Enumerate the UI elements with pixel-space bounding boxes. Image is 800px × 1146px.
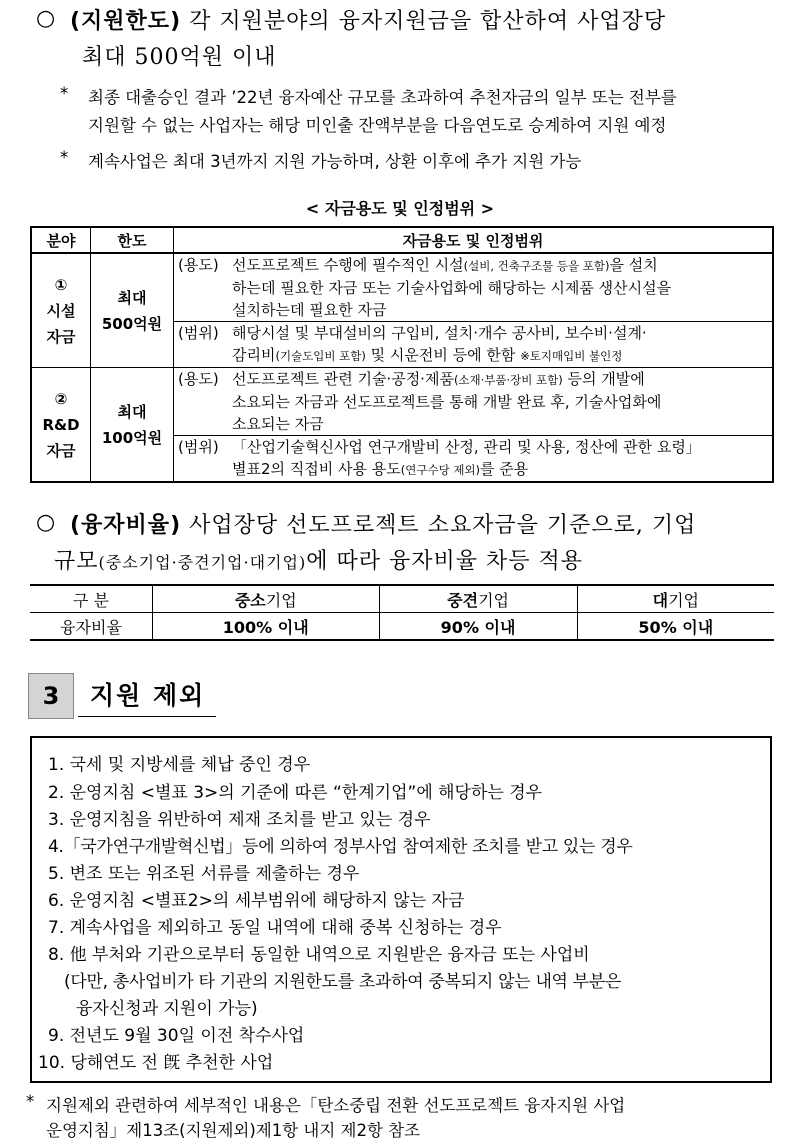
usage-text: 소요되는 자금과 선도프로젝트를 통해 개발 완료 후, 기술사업화에 xyxy=(232,393,662,411)
table-row xyxy=(30,585,774,613)
header-emph: 중견 xyxy=(447,590,479,610)
range-exclusion-note: ※토지매입비 불인정 xyxy=(520,349,623,363)
range-text: 를 준용 xyxy=(480,460,529,478)
usage-inline-note: (설비, 건축구조물 등을 포함) xyxy=(463,259,610,273)
list-item-continuation: 융자신청과 지원이 가능) xyxy=(76,999,258,1019)
header-emph: 대 xyxy=(652,590,669,610)
footnote-line1: 지원제외 관련하여 세부적인 내용은「탄소중립 전환 선도프로젝트 융자지원 사업 xyxy=(46,1096,626,1115)
category-suffix: 자금 xyxy=(46,327,76,346)
range-text: 「산업기술혁신사업 연구개발비 산정, 관리 및 사용, 정산에 관한 요령」 xyxy=(232,438,701,456)
ratio-label: (융자비율) xyxy=(70,513,182,538)
table2-sme-value: 100% 이내 xyxy=(153,613,380,641)
note2-star: * xyxy=(60,148,69,167)
ratio-paragraph xyxy=(70,508,696,539)
usage-text: 등의 개발에 xyxy=(562,370,645,388)
list-item: 3. 운영지침을 위반하여 제재 조치를 받고 있는 경우 xyxy=(48,810,431,830)
section-title: 지원 제외 xyxy=(90,681,206,710)
range-inline-note: (기술도입비 포함) xyxy=(275,349,366,363)
table1-header-field: 분야 xyxy=(31,227,91,253)
note1-line1: 최종 대출승인 결과 ’22년 융자예산 규모를 초과하여 추천자금의 일부 또는 전부를 xyxy=(88,88,677,107)
limit-amount: 100억원 xyxy=(101,428,163,447)
table2-header-category: 구 분 xyxy=(30,585,153,613)
category-name: R&D xyxy=(42,415,80,434)
table1-header-limit: 한도 xyxy=(91,227,174,253)
list-item-continuation: (다만, 총사업비가 타 기관의 지원한도를 초과하여 중복되지 않는 내역 부분은 xyxy=(64,972,622,992)
usage-text: 선도프로젝트 수행에 필수적인 시설 xyxy=(232,256,464,274)
limit-text-line1: 각 지원분야의 융자지원금을 합산하여 사업장당 xyxy=(181,9,667,34)
footnote-line2: 운영지침」제13조(지원제외)제1항 내지 제2항 참조 xyxy=(46,1121,421,1140)
range-text: 해당시설 및 부대설비의 구입비, 설치·개수 공사비, 보수비·설계· xyxy=(232,324,647,342)
fund-usage-table xyxy=(30,226,774,483)
list-item: 8. 他 부처와 기관으로부터 동일한 내역으로 지원받은 융자금 또는 사업비 xyxy=(48,945,590,965)
category-suffix: 자금 xyxy=(46,441,76,460)
usage-text: 하는데 필요한 자금 또는 기술사업화에 해당하는 시제품 생산시설을 xyxy=(232,279,672,297)
header-emph: 중소 xyxy=(234,590,266,610)
facility-range-cell xyxy=(174,322,774,368)
ratio-text-line2 xyxy=(54,544,583,575)
ratio-bullet: ○ xyxy=(36,510,57,535)
note2-text: 계속사업은 최대 3년까지 지원 가능하며, 상환 이후에 추가 지원 가능 xyxy=(88,152,582,171)
usage-text: 선도프로젝트 관련 기술·공정·제품 xyxy=(232,370,454,388)
loan-ratio-table xyxy=(30,584,774,641)
table2-midsize-value: 90% 이내 xyxy=(379,613,577,641)
facility-usage-cell xyxy=(174,253,774,322)
facility-category-cell xyxy=(31,253,91,368)
section-number: 3 xyxy=(28,673,74,719)
list-item: 7. 계속사업을 제외하고 동일 내역에 대해 중복 신청하는 경우 xyxy=(48,918,502,938)
limit-label: (지원한도) xyxy=(70,9,182,34)
note1-star: * xyxy=(60,84,69,103)
ratio-text-line1: 사업장당 선도프로젝트 소요자금을 기준으로, 기업 xyxy=(181,513,697,538)
usage-inline-note: (소재·부품·장비 포함) xyxy=(453,373,563,387)
note1-line2: 지원할 수 없는 사업자는 해당 미인출 잔액부분을 다음연도로 승계하여 지원 예정 xyxy=(88,116,667,135)
usage-tag: (용도) xyxy=(178,256,219,274)
section-underline xyxy=(78,716,216,717)
list-item: 4.「국가연구개발혁신법」등에 의하여 정부사업 참여제한 조치를 받고 있는 경우 xyxy=(48,837,633,857)
header-suffix: 기업 xyxy=(478,590,509,610)
ratio-company-sizes: (중소기업·중견기업·대기업) xyxy=(98,553,307,572)
range-tag: (범위) xyxy=(178,324,219,342)
list-item: 1. 국세 및 지방세를 체납 중인 경우 xyxy=(48,755,311,775)
rnd-range-cell xyxy=(174,436,774,483)
list-item: 6. 운영지침 <별표2>의 세부범위에 해당하지 않는 자금 xyxy=(48,891,465,911)
limit-bullet: ○ xyxy=(36,6,57,31)
range-text: 별표2의 직접비 사용 용도 xyxy=(232,460,401,478)
rnd-category-cell xyxy=(31,368,91,483)
limit-prefix: 최대 xyxy=(117,288,147,307)
list-item: 2. 운영지침 <별표 3>의 기준에 따른 “한계기업”에 해당하는 경우 xyxy=(48,783,543,803)
ratio-text: 에 따라 융자비율 차등 적용 xyxy=(306,549,583,574)
table1-caption: < 자금용도 및 인정범위 > xyxy=(305,199,495,218)
list-item: 5. 변조 또는 위조된 서류를 제출하는 경우 xyxy=(48,864,360,884)
table2-header-large xyxy=(577,585,774,613)
table2-row-label: 융자비율 xyxy=(30,613,153,641)
usage-text: 을 설치 xyxy=(609,256,658,274)
usage-tag: (용도) xyxy=(178,370,219,388)
list-item: 9. 전년도 9월 30일 이전 착수사업 xyxy=(48,1026,305,1046)
table2-header-sme xyxy=(153,585,380,613)
category-number: ② xyxy=(54,389,68,408)
table2-header-midsize xyxy=(379,585,577,613)
list-item: 10. 당해연도 전 旣 추천한 사업 xyxy=(38,1053,274,1073)
limit-prefix: 최대 xyxy=(117,402,147,421)
table-row xyxy=(30,613,774,641)
range-tag: (범위) xyxy=(178,438,219,456)
usage-text: 소요되는 자금 xyxy=(232,415,324,433)
usage-text: 설치하는데 필요한 자금 xyxy=(232,301,387,319)
range-text: 감리비 xyxy=(232,346,276,364)
footnote-star: * xyxy=(26,1092,35,1111)
table-row xyxy=(31,253,773,322)
category-number: ① xyxy=(54,275,68,294)
range-inline-note: (연구수당 제외) xyxy=(400,463,481,477)
facility-limit-cell xyxy=(91,253,174,368)
limit-amount: 500억원 xyxy=(101,314,163,333)
category-name: 시설 xyxy=(46,301,76,320)
rnd-limit-cell xyxy=(91,368,174,483)
table2-large-value: 50% 이내 xyxy=(577,613,774,641)
ratio-text: 규모 xyxy=(54,549,99,574)
table1-header-scope: 자금용도 및 인정범위 xyxy=(174,227,774,253)
range-text: 및 시운전비 등에 한함 xyxy=(365,346,521,364)
table-row xyxy=(31,368,773,436)
header-suffix: 기업 xyxy=(265,590,297,610)
limit-paragraph xyxy=(70,4,666,35)
rnd-usage-cell xyxy=(174,368,774,436)
header-suffix: 기업 xyxy=(668,590,699,610)
limit-text-line2: 최대 500억원 이내 xyxy=(82,45,277,70)
